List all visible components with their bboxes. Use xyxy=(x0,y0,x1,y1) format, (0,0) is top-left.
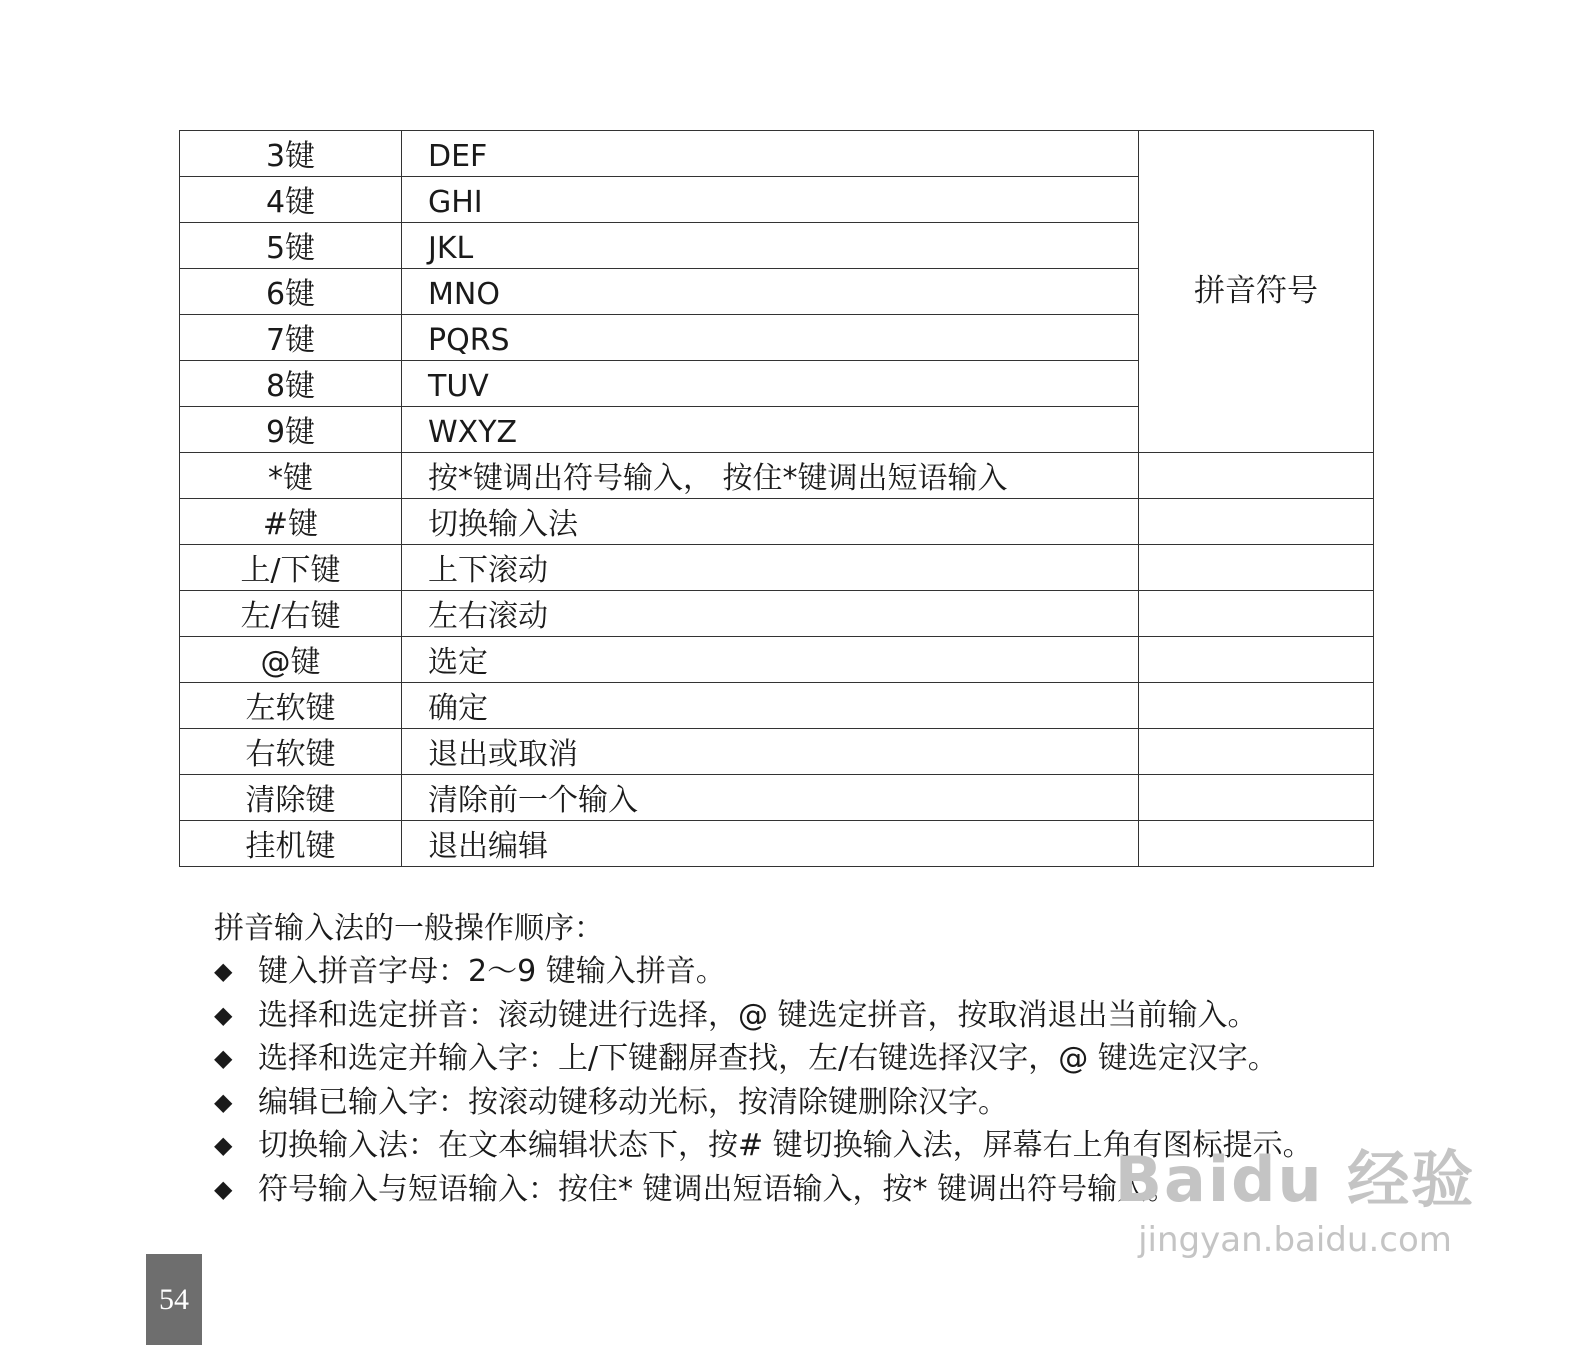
key-name-cell: #键 xyxy=(180,499,402,545)
pinyin-symbol-note-cell: 拼音符号 xyxy=(1139,131,1374,453)
table-row xyxy=(180,821,1374,867)
watermark-brand: Baidu 经验 xyxy=(1114,1143,1476,1216)
table-row xyxy=(180,683,1374,729)
key-function-cell: 切换输入法 xyxy=(402,499,1139,545)
instruction-text: 符号输入与短语输入：按住* 键调出短语输入，按* 键调出符号输入。 xyxy=(258,1171,1178,1207)
table-row xyxy=(180,775,1374,821)
key-function-cell: 退出编辑 xyxy=(402,821,1139,867)
diamond-bullet-icon: ◆ xyxy=(214,1087,233,1116)
key-name-cell: 9键 xyxy=(180,407,402,453)
key-function-cell: 确定 xyxy=(402,683,1139,729)
key-function-cell: GHI xyxy=(402,177,1139,223)
table-row xyxy=(180,545,1374,591)
diamond-bullet-icon: ◆ xyxy=(214,1131,233,1159)
table-row xyxy=(180,729,1374,775)
key-function-cell: 退出或取消 xyxy=(402,729,1139,775)
empty-note-cell xyxy=(1139,729,1374,775)
key-name-cell: 左/右键 xyxy=(180,591,402,637)
empty-note-cell xyxy=(1139,637,1374,683)
table-row xyxy=(180,637,1374,683)
key-function-cell: 上下滚动 xyxy=(402,545,1139,591)
key-function-cell: PQRS xyxy=(402,315,1139,361)
key-name-cell: *键 xyxy=(180,453,402,499)
empty-note-cell xyxy=(1139,545,1374,591)
key-name-cell: 左软键 xyxy=(180,683,402,729)
diamond-bullet-icon: ◆ xyxy=(214,1174,233,1203)
key-name-cell: @键 xyxy=(180,637,402,683)
list-item xyxy=(214,950,1474,994)
key-function-cell: 选定 xyxy=(402,637,1139,683)
key-name-cell: 6键 xyxy=(180,269,402,315)
empty-note-cell xyxy=(1139,683,1374,729)
watermark-url: jingyan.baidu.com xyxy=(1138,1220,1452,1260)
key-name-cell: 上/下键 xyxy=(180,545,402,591)
instruction-text: 编辑已输入字：按滚动键移动光标，按清除键删除汉字。 xyxy=(258,1084,1008,1120)
empty-note-cell xyxy=(1139,591,1374,637)
key-function-cell: TUV xyxy=(402,361,1139,407)
key-function-cell: WXYZ xyxy=(402,407,1139,453)
key-name-cell: 清除键 xyxy=(180,775,402,821)
key-name-cell: 5键 xyxy=(180,223,402,269)
key-function-cell: 清除前一个输入 xyxy=(402,775,1139,821)
key-name-cell: 8键 xyxy=(180,361,402,407)
key-function-cell: DEF xyxy=(402,131,1139,177)
baidu-jingyan-watermark xyxy=(1110,1140,1480,1280)
empty-note-cell xyxy=(1139,821,1374,867)
empty-note-cell xyxy=(1139,499,1374,545)
key-function-cell: MNO xyxy=(402,269,1139,315)
list-item xyxy=(214,1081,1474,1125)
table-row xyxy=(180,131,1374,177)
key-name-cell: 4键 xyxy=(180,177,402,223)
list-item xyxy=(214,1037,1474,1081)
page-number: 54 xyxy=(146,1254,202,1345)
list-item xyxy=(214,994,1474,1038)
table-row xyxy=(180,499,1374,545)
instruction-text: 选择和选定并输入字：上/下键翻屏查找，左/右键选择汉字，@ 键选定汉字。 xyxy=(258,1041,1278,1076)
table-row xyxy=(180,591,1374,637)
instruction-text: 切换输入法：在文本编辑状态下，按# 键切换输入法，屏幕右上角有图标提示。 xyxy=(258,1128,1313,1163)
key-function-cell: 左右滚动 xyxy=(402,591,1139,637)
instruction-text: 选择和选定拼音：滚动键进行选择，@ 键选定拼音，按取消退出当前输入。 xyxy=(258,997,1258,1033)
key-name-cell: 挂机键 xyxy=(180,821,402,867)
instructions-intro: 拼音输入法的一般操作顺序： xyxy=(214,911,604,946)
empty-note-cell xyxy=(1139,453,1374,499)
key-name-cell: 右软键 xyxy=(180,729,402,775)
table-row xyxy=(180,453,1374,499)
empty-note-cell xyxy=(1139,775,1374,821)
key-function-cell: JKL xyxy=(402,223,1139,269)
key-name-cell: 7键 xyxy=(180,315,402,361)
instruction-text: 键入拼音字母：2～9 键输入拼音。 xyxy=(258,954,726,989)
diamond-bullet-icon: ◆ xyxy=(214,957,233,985)
diamond-bullet-icon: ◆ xyxy=(214,1000,233,1029)
diamond-bullet-icon: ◆ xyxy=(214,1044,233,1072)
key-function-table xyxy=(179,130,1374,867)
key-name-cell: 3键 xyxy=(180,131,402,177)
key-function-cell: 按*键调出符号输入， 按住*键调出短语输入 xyxy=(402,453,1139,499)
